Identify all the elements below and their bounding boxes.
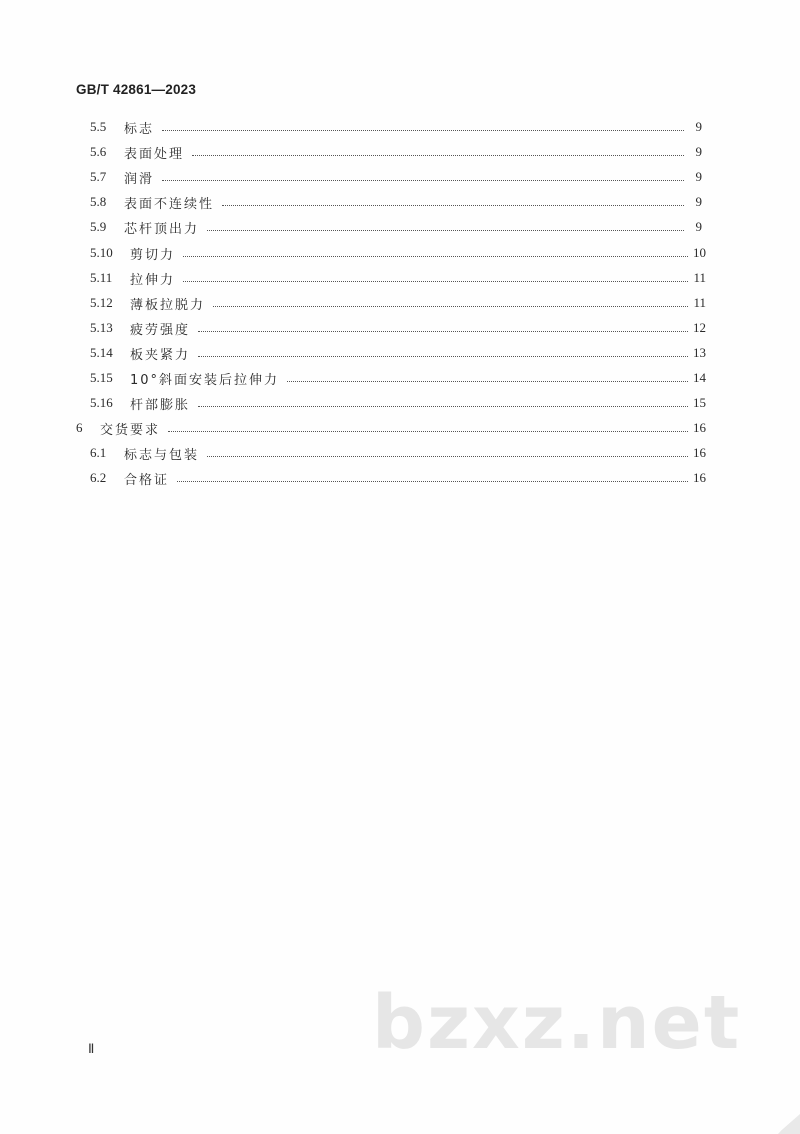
toc-entry[interactable] [90,217,702,237]
toc-entry-page: 11 [693,295,706,310]
toc-entry-page: 10 [693,245,706,260]
toc-entry[interactable] [90,243,706,263]
toc-dot-leader [183,281,688,282]
toc-entry-page: 16 [693,420,706,435]
toc-entry-number: 5.14 [90,345,113,360]
toc-entry-title: 剪切力 [130,247,176,263]
toc-entry-title: 芯杆顶出力 [124,221,200,237]
watermark-text: bzxz.net [372,980,742,1066]
toc-dot-leader [222,205,684,206]
toc-dot-leader [287,381,688,382]
page-curl-icon [768,1110,800,1134]
toc-entry-title: 合格证 [124,472,170,488]
toc-entry[interactable] [76,418,706,438]
toc-entry-number: 6.2 [90,470,107,485]
toc-entry[interactable] [90,192,702,212]
toc-dot-leader [192,155,684,156]
toc-entry-number: 5.5 [90,119,107,134]
toc-entry[interactable] [90,293,706,313]
toc-entry-title: 疲劳强度 [130,322,191,338]
toc-entry-number: 5.12 [90,295,113,310]
toc-entry-number: 5.11 [90,270,113,285]
toc-entry[interactable] [90,468,706,488]
toc-entry-page: 9 [695,144,702,159]
toc-entry-page: 11 [693,270,706,285]
toc-entry-title: 表面处理 [124,146,185,162]
toc-entry-title: 标志与包装 [124,447,200,463]
toc-entry-number: 5.10 [90,245,113,260]
toc-dot-leader [198,406,688,407]
toc-entry[interactable] [90,393,706,413]
toc-entry-page: 12 [693,320,706,335]
toc-dot-leader [162,180,684,181]
toc-entry-page: 16 [693,470,706,485]
toc-entry[interactable] [90,318,706,338]
toc-entry-title: 拉伸力 [130,272,176,288]
toc-entry-number: 5.15 [90,370,113,385]
toc-entry-number: 5.16 [90,395,113,410]
toc-entry-title: 薄板拉脱力 [130,297,206,313]
toc-dot-leader [213,306,688,307]
toc-dot-leader [183,256,688,257]
toc-entry-title: 润滑 [124,171,155,187]
toc-entry[interactable] [90,117,702,137]
toc-dot-leader [162,130,684,131]
toc-entry[interactable] [90,443,706,463]
toc-entry-page: 13 [693,345,706,360]
toc-entry-title: 板夹紧力 [130,347,191,363]
toc-entry-number: 5.7 [90,169,107,184]
page-number-footer: Ⅱ [88,1041,95,1056]
toc-entry-page: 9 [695,194,702,209]
toc-entry-number: 5.9 [90,219,107,234]
toc-entry[interactable] [90,268,706,288]
toc-entry-title: 杆部膨胀 [130,397,191,413]
document-id-header: GB/T 42861—2023 [76,82,197,97]
toc-entry[interactable] [90,368,706,388]
toc-entry-number: 6.1 [90,445,107,460]
toc-entry-number: 5.6 [90,144,107,159]
toc-dot-leader [168,431,688,432]
toc-dot-leader [207,230,684,231]
toc-entry-title: 10°斜面安装后拉伸力 [130,372,280,388]
toc-entry-title: 表面不连续性 [124,196,215,212]
toc-entry-page: 9 [695,119,702,134]
toc-entry[interactable] [90,167,702,187]
toc-entry-number: 5.8 [90,194,107,209]
toc-entry-title: 标志 [124,121,155,137]
toc-entry-page: 16 [693,445,706,460]
toc-entry[interactable] [90,142,702,162]
toc-entry-title: 交货要求 [100,422,161,438]
toc-dot-leader [207,456,688,457]
toc-entry-number: 5.13 [90,320,113,335]
toc-dot-leader [198,356,688,357]
toc-entry[interactable] [90,343,706,363]
toc-dot-leader [198,331,688,332]
toc-entry-number: 6 [76,420,83,435]
toc-entry-page: 14 [693,370,706,385]
toc-entry-page: 9 [695,219,702,234]
toc-dot-leader [177,481,688,482]
toc-entry-page: 9 [695,169,702,184]
toc-entry-page: 15 [693,395,706,410]
